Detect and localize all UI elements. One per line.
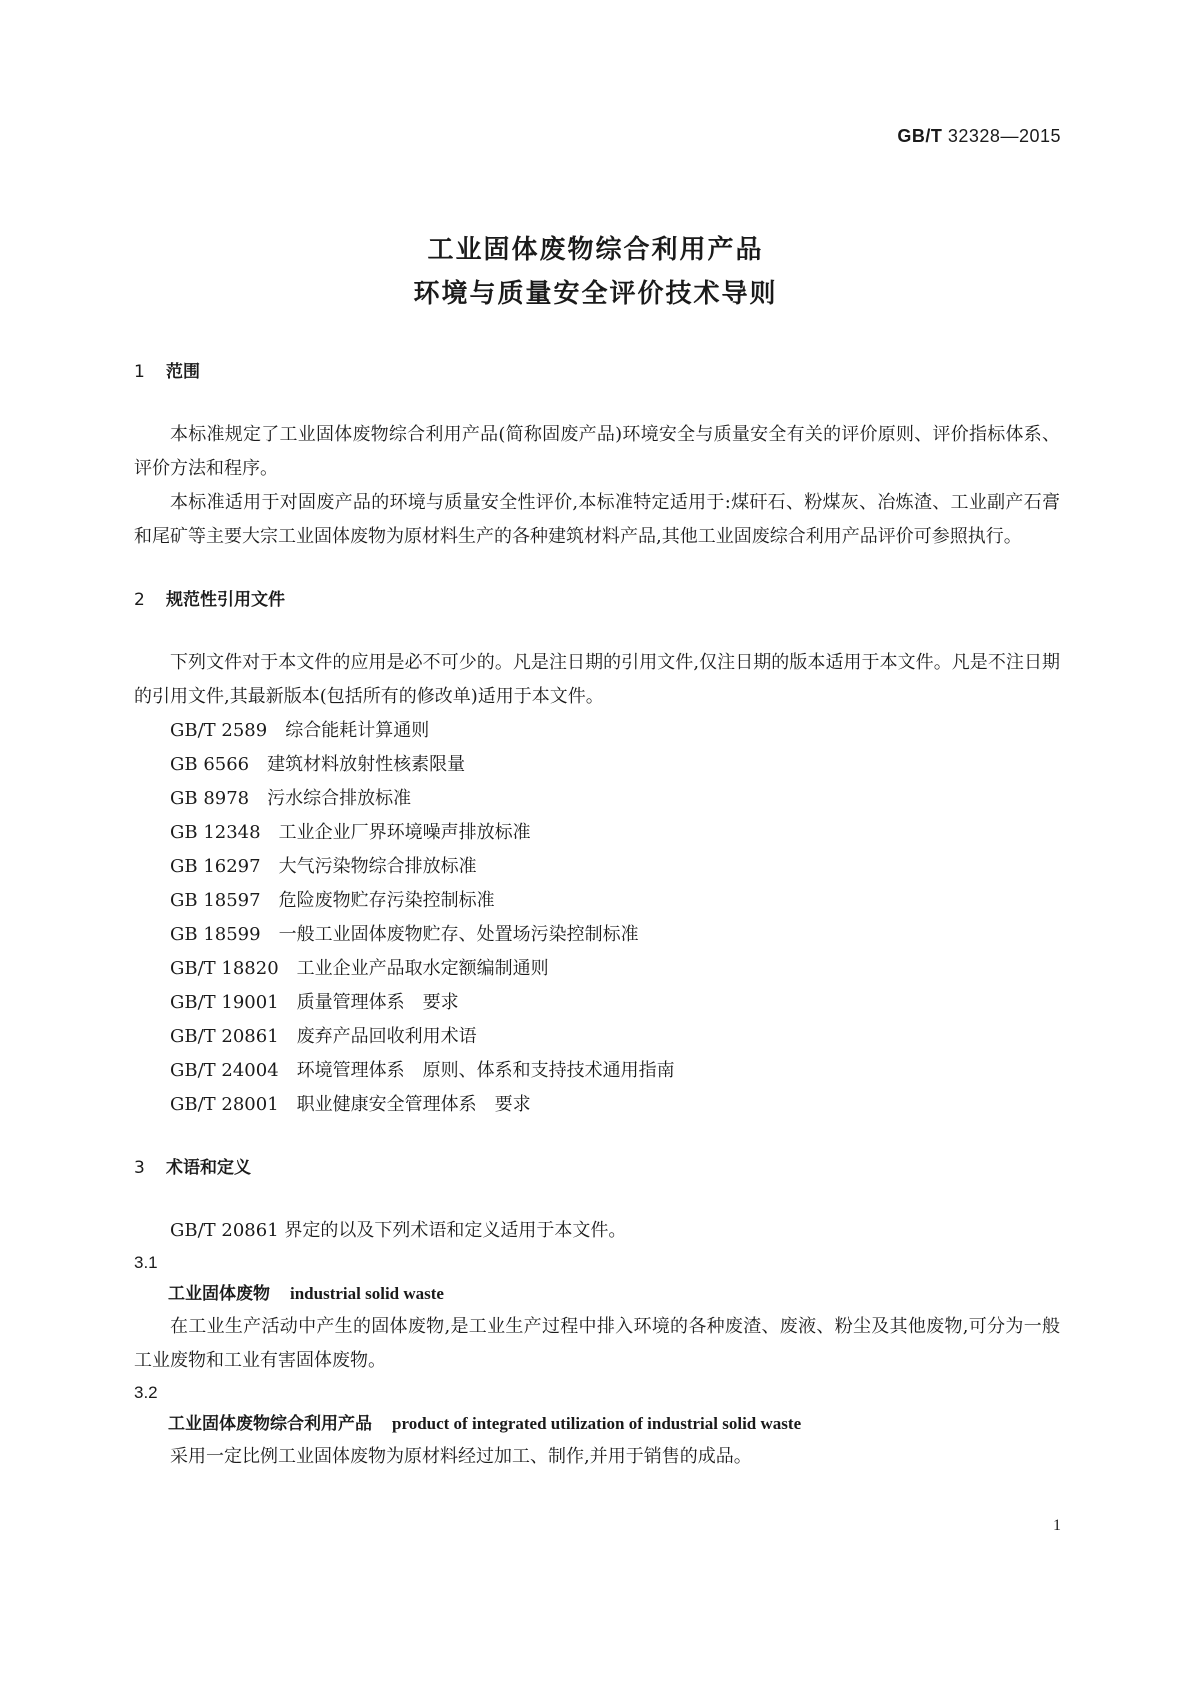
reference-item: [134, 782, 1060, 816]
standard-prefix: GB/T: [897, 126, 943, 146]
reference-code: GB/T 19001: [170, 992, 279, 1013]
reference-code: GB 18597: [170, 890, 261, 911]
document-body: [134, 360, 1060, 1474]
reference-item: [134, 986, 1060, 1020]
reference-item: [134, 748, 1060, 782]
reference-title: 污水综合排放标准: [267, 788, 412, 809]
reference-code: GB 6566: [170, 754, 250, 775]
reference-item: [134, 714, 1060, 748]
paragraph: 下列文件对于本文件的应用是必不可少的。凡是注日期的引用文件,仅注日期的版本适用于本文件。凡是不注日期的引用文件,其最新版本(包括所有的修改单)适用于本文件。: [134, 652, 1060, 707]
reference-item: [134, 1054, 1060, 1088]
page-number: 1: [1053, 1517, 1061, 1534]
section-title: 范围: [166, 362, 200, 382]
paragraph: 本标准适用于对固废产品的环境与质量安全性评价,本标准特定适用于:煤矸石、粉煤灰、冶炼渣、工业副产石膏和尾矿等主要大宗工业固体废物为原材料生产的各种建筑材料产品,其他工业固废综合利用产品评价可参照执行。: [134, 492, 1060, 547]
reference-item: [134, 918, 1060, 952]
standard-code: [897, 126, 1061, 147]
section-number: 1: [134, 362, 145, 382]
title-line-2: 环境与质量安全评价技术导则: [413, 279, 778, 309]
term-heading: [134, 1408, 1060, 1440]
reference-item: [134, 1020, 1060, 1054]
reference-title: 环境管理体系 原则、体系和支持技术通用指南: [296, 1060, 675, 1081]
reference-code: GB/T 28001: [170, 1094, 279, 1115]
reference-code: GB 8978: [170, 788, 250, 809]
reference-title: 综合能耗计算通则: [285, 720, 430, 741]
paragraph: GB/T 20861 界定的以及下列术语和定义适用于本文件。: [170, 1220, 627, 1241]
reference-code: GB/T 18820: [170, 958, 279, 979]
reference-code: GB/T 20861: [170, 1026, 279, 1047]
reference-title: 一般工业固体废物贮存、处置场污染控制标准: [278, 924, 639, 945]
reference-item: [134, 952, 1060, 986]
reference-item: [134, 1088, 1060, 1122]
section-number: 2: [134, 590, 145, 610]
section-title: 规范性引用文件: [166, 590, 285, 610]
term-definition: 在工业生产活动中产生的固体废物,是工业生产过程中排入环境的各种废渣、废液、粉尘及其他废物,可分为一般工业废物和工业有害固体废物。: [134, 1316, 1060, 1371]
term-zh: 工业固体废物综合利用产品: [168, 1414, 372, 1434]
term-number: 3.1: [134, 1253, 158, 1272]
term-en: product of integrated utilization of industrial solid waste: [392, 1414, 802, 1433]
reference-title: 建筑材料放射性核素限量: [267, 754, 466, 775]
reference-title: 危险废物贮存污染控制标准: [278, 890, 495, 911]
reference-code: GB/T 24004: [170, 1060, 279, 1081]
term-zh: 工业固体废物: [168, 1284, 270, 1304]
section-heading-scope: [134, 360, 1060, 384]
reference-title: 质量管理体系 要求: [296, 992, 459, 1013]
reference-title: 工业企业产品取水定额编制通则: [296, 958, 549, 979]
reference-title: 废弃产品回收利用术语: [296, 1026, 477, 1047]
title-line-1: 工业固体废物综合利用产品: [427, 235, 764, 265]
section-number: 3: [134, 1158, 145, 1178]
reference-code: GB/T 2589: [170, 720, 268, 741]
reference-title: 大气污染物综合排放标准: [278, 856, 477, 877]
term-en: industrial solid waste: [290, 1284, 444, 1303]
document-title: [0, 228, 1191, 316]
reference-item: [134, 850, 1060, 884]
standard-number: 32328—2015: [947, 126, 1061, 146]
section-title: 术语和定义: [166, 1158, 251, 1178]
term-heading: [134, 1278, 1060, 1310]
reference-title: 职业健康安全管理体系 要求: [296, 1094, 531, 1115]
reference-code: GB 16297: [170, 856, 261, 877]
term-number: 3.2: [134, 1383, 158, 1402]
paragraph: 本标准规定了工业固体废物综合利用产品(简称固废产品)环境安全与质量安全有关的评价原则、评价指标体系、评价方法和程序。: [134, 424, 1060, 479]
reference-title: 工业企业厂界环境噪声排放标准: [278, 822, 531, 843]
reference-item: [134, 816, 1060, 850]
reference-code: GB 12348: [170, 822, 261, 843]
section-heading-normative-references: [134, 588, 1060, 612]
term-definition: 采用一定比例工业固体废物为原材料经过加工、制作,并用于销售的成品。: [170, 1446, 752, 1467]
section-heading-terms-definitions: [134, 1156, 1060, 1180]
reference-code: GB 18599: [170, 924, 261, 945]
reference-item: [134, 884, 1060, 918]
